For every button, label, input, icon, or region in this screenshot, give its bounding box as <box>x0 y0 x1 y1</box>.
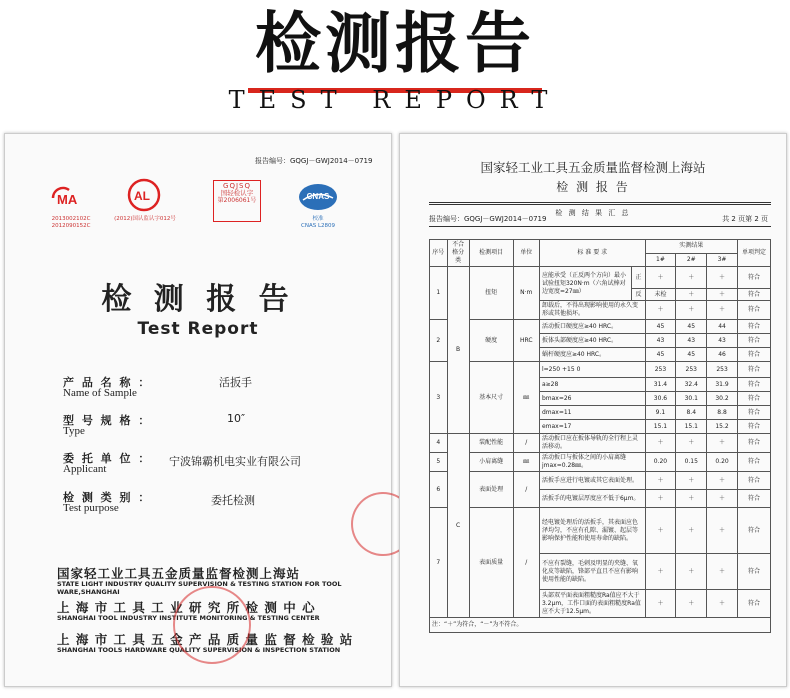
field-label: 检 测 类 别 ： <box>63 491 152 504</box>
result-cell: 43 <box>707 334 738 348</box>
table-cell-j: 符合 <box>737 348 770 362</box>
table-cell-req: 经电镀处理后的活扳手，其表面应色泽均匀，不应有孔隙、漏镀、起层等影响保护性能和使用寿命的缺陷。 <box>539 508 645 554</box>
page-info: 共 2 页第 2 页 <box>722 215 768 223</box>
table-cell-j: 符合 <box>737 508 770 554</box>
cma-icon <box>49 184 89 212</box>
result-cell: ＋ <box>707 554 738 590</box>
table-row <box>430 434 771 453</box>
field-label: 产 品 名 称 ： <box>63 376 152 389</box>
svg-text:MA: MA <box>57 192 78 207</box>
col-header: 单位 <box>513 240 539 267</box>
table-cell-j: 符合 <box>737 392 770 406</box>
table-cell-item: 装配性能 <box>469 434 513 453</box>
table-cell-no: 7 <box>430 508 448 618</box>
divider <box>429 226 771 227</box>
svg-text:AL: AL <box>134 189 150 203</box>
cnas-icon <box>297 182 339 212</box>
table-cell-req: 蜗杆硬度应≥40 HRC。 <box>539 348 645 362</box>
table-cell-req: 活动扳口应在扳体导轨的全行程上灵活移动。 <box>539 434 645 453</box>
result-cell: ＋ <box>707 267 738 289</box>
table-cell-j: 符合 <box>737 472 770 490</box>
table-row <box>430 267 771 289</box>
result-cell: 46 <box>707 348 738 362</box>
result-cell: ＋ <box>645 554 676 590</box>
result-cell: ＋ <box>676 434 707 453</box>
result-cell: 45 <box>645 348 676 362</box>
col-header: 单项判定 <box>737 240 770 267</box>
result-cell: ＋ <box>676 301 707 320</box>
result-cell: ＋ <box>676 267 707 289</box>
table-cell-req: 活扳手应进行电镀或其它表面处理。 <box>539 472 645 490</box>
table-cell-j: 符合 <box>737 320 770 334</box>
field-label-en: Applicant <box>63 463 107 475</box>
result-cell: 31.4 <box>645 378 676 392</box>
result-cell: 253 <box>645 362 676 378</box>
cover-title: 检 测 报 告 <box>101 282 295 317</box>
result-cell: ＋ <box>707 490 738 508</box>
institution-name-en: STATE LIGHT INDUSTRY QUALITY SUPERVISION & TESTING STATION FOR TOOL WARE,SHANGHAI <box>57 580 342 596</box>
cal-icon <box>127 178 161 212</box>
report-number: 报告编号：GQGJ－GWJ2014－0719 <box>429 215 547 223</box>
result-cell: 44 <box>707 320 738 334</box>
table-cell-req: l=250 +15 0 <box>539 362 645 378</box>
result-cell: ＋ <box>645 301 676 320</box>
table-cell-j: 符合 <box>737 362 770 378</box>
table-cell-req: 应能承受（正反两个方向）最小试验扭矩320N·m（六角试棒对边宽度=27㎜） <box>539 267 631 301</box>
result-cell: 30.1 <box>676 392 707 406</box>
institution-name: 国家轻工业工具五金质量监督检测上海站 <box>57 566 301 581</box>
results-table <box>429 239 771 633</box>
divider <box>429 204 771 205</box>
result-cell: 32.4 <box>676 378 707 392</box>
table-row <box>430 362 771 378</box>
field-label-en: Test purpose <box>63 502 119 514</box>
col-header: 1# <box>645 253 676 267</box>
institution-name: 上 海 市 工 具 五 金 产 品 质 量 监 督 检 验 站 <box>57 632 354 647</box>
result-cell: ＋ <box>645 508 676 554</box>
table-cell-j: 符合 <box>737 490 770 508</box>
report-results-page <box>399 133 787 687</box>
field-value: 10″ <box>227 412 246 425</box>
table-row <box>430 320 771 334</box>
result-cell: 0.20 <box>645 453 676 472</box>
field-label: 委 托 单 位 ： <box>63 452 152 465</box>
field-label: 型 号 规 格 ： <box>63 414 152 427</box>
table-cell-item: 硬度 <box>469 320 513 362</box>
institution-name-en: SHANGHAI TOOLS HARDWARE QUALITY SUPERVISION & INSPECTION STATION <box>57 646 341 654</box>
table-cell-unit: HRC <box>513 320 539 362</box>
table-cell-unit: / <box>513 434 539 453</box>
table-cell-item: 小肩离缝 <box>469 453 513 472</box>
col-header: 检测项目 <box>469 240 513 267</box>
table-cell-unit: N·m <box>513 267 539 320</box>
col-header: 2# <box>676 253 707 267</box>
col-header: 序号 <box>430 240 448 267</box>
table-cell-j: 符合 <box>737 434 770 453</box>
table-cell-j: 符合 <box>737 406 770 420</box>
table-cell-no: 6 <box>430 472 448 508</box>
table-cell-no: 5 <box>430 453 448 472</box>
result-cell: ＋ <box>676 554 707 590</box>
table-cell-no: 1 <box>430 267 448 320</box>
cal-caption: (2012)国认监认字012号 <box>114 216 176 222</box>
result-cell: 8.4 <box>676 406 707 420</box>
cnas-caption: 校准 CNAS L2809 <box>300 216 336 229</box>
result-cell: ＋ <box>676 508 707 554</box>
table-cell-unit: / <box>513 472 539 508</box>
table-cell-item: 扭矩 <box>469 267 513 320</box>
result-cell: 31.9 <box>707 378 738 392</box>
result-cell: ＋ <box>707 590 738 618</box>
table-cell-j: 符合 <box>737 554 770 590</box>
table-cell-j: 符合 <box>737 267 770 289</box>
result-cell: ＋ <box>707 508 738 554</box>
result-cell: ＋ <box>645 490 676 508</box>
table-cell-req: 扳体头部硬度应≥40 HRC。 <box>539 334 645 348</box>
table-cell-j: 符合 <box>737 420 770 434</box>
table-row <box>430 453 771 472</box>
table-title: 检 测 结 果 汇 总 <box>555 209 631 217</box>
report-cover-page <box>4 133 392 687</box>
result-cell: ＋ <box>645 590 676 618</box>
table-cell-req: dmax=11 <box>539 406 645 420</box>
table-cell-req: bmax=26 <box>539 392 645 406</box>
table-cell-dir: 反 <box>632 289 645 301</box>
table-cell-item: 表面质量 <box>469 508 513 618</box>
table-cell-cls: B <box>447 267 469 434</box>
doc-title: 检 测 报 告 <box>556 180 630 194</box>
result-cell: 15.1 <box>676 420 707 434</box>
table-cell-req: emax=17 <box>539 420 645 434</box>
result-cell: ＋ <box>676 289 707 301</box>
table-row <box>430 472 771 490</box>
result-cell: 15.1 <box>645 420 676 434</box>
page-subtitle: TEST REPORT <box>228 86 562 114</box>
gqjsq-icon: GQJSQ 国轻检认字 第2006061号 <box>213 180 261 222</box>
station-name: 国家轻工业工具五金质量监督检测上海站 <box>480 160 706 175</box>
table-cell-unit: ㎜ <box>513 453 539 472</box>
table-cell-j: 符合 <box>737 334 770 348</box>
field-label-en: Name of Sample <box>63 387 137 399</box>
field-value: 委托检测 <box>211 494 255 507</box>
result-cell: 0.15 <box>676 453 707 472</box>
table-cell-req: 活动扳口与扳体之间的小肩离缝jmax=0.28㎜。 <box>539 453 645 472</box>
result-cell: ＋ <box>676 472 707 490</box>
cma-caption: 2013002102C 2012090152C <box>51 216 91 229</box>
result-cell: 45 <box>676 348 707 362</box>
col-header: 实测结果 <box>645 240 737 254</box>
result-cell: ＋ <box>707 434 738 453</box>
result-cell: 253 <box>707 362 738 378</box>
field-value: 活扳手 <box>219 376 252 389</box>
result-cell: 45 <box>676 320 707 334</box>
table-cell-unit: / <box>513 508 539 618</box>
report-number: 报告编号：GQGJ－GWJ2014－0719 <box>255 157 373 165</box>
field-value: 宁波锦霸机电实业有限公司 <box>169 455 301 468</box>
result-cell: 30.6 <box>645 392 676 406</box>
result-cell: 30.2 <box>707 392 738 406</box>
result-cell: ＋ <box>707 301 738 320</box>
result-cell: 9.1 <box>645 406 676 420</box>
table-cell-no: 2 <box>430 320 448 362</box>
svg-text:CNAS: CNAS <box>306 192 330 201</box>
result-cell: ＋ <box>707 289 738 301</box>
table-cell-req: 不应有裂缝，毛刺及明显的夹缝、氧化皮等缺陷，锋部平直且不应有影响使用性能的缺陷。 <box>539 554 645 590</box>
col-header: 不合格分类 <box>447 240 469 267</box>
result-cell: ＋ <box>645 434 676 453</box>
result-cell: ＋ <box>645 472 676 490</box>
institution-name: 上 海 市 工 具 工 业 研 究 所 检 测 中 心 <box>57 600 316 615</box>
result-cell: ＋ <box>645 267 676 289</box>
table-cell-no: 3 <box>430 362 448 434</box>
table-cell-j: 符合 <box>737 590 770 618</box>
result-cell: 43 <box>645 334 676 348</box>
table-cell-j: 符合 <box>737 301 770 320</box>
result-cell: 15.2 <box>707 420 738 434</box>
result-cell: 未检 <box>645 289 676 301</box>
table-cell-j: 符合 <box>737 289 770 301</box>
table-cell-req: 活动扳口硬度应≥40 HRC。 <box>539 320 645 334</box>
page-title: 检测报告 <box>255 5 535 82</box>
table-cell-no: 4 <box>430 434 448 453</box>
result-cell: 45 <box>645 320 676 334</box>
field-label-en: Type <box>63 425 85 437</box>
divider <box>429 202 771 203</box>
table-cell-j: 符合 <box>737 378 770 392</box>
table-row <box>430 508 771 554</box>
table-cell-unit: ㎜ <box>513 362 539 434</box>
table-cell-item: 表面处理 <box>469 472 513 508</box>
result-cell: 0.20 <box>707 453 738 472</box>
result-cell: 43 <box>676 334 707 348</box>
table-cell-req: 头部双平面表面粗糙度Ra值应不大于3.2μm，工作口面的表面粗糙度Ra值应不大于12.5μm。 <box>539 590 645 618</box>
table-cell-dir: 正 <box>632 267 645 289</box>
table-header-row <box>430 240 771 254</box>
result-cell: 8.8 <box>707 406 738 420</box>
cover-title-en: Test Report <box>137 319 259 339</box>
col-header: 3# <box>707 253 738 267</box>
table-cell-j: 符合 <box>737 453 770 472</box>
table-cell-req: 活扳手的电镀层厚度应不低于6μm。 <box>539 490 645 508</box>
table-cell-item: 基本尺寸 <box>469 362 513 434</box>
result-cell: ＋ <box>676 490 707 508</box>
result-cell: ＋ <box>676 590 707 618</box>
result-cell: 253 <box>676 362 707 378</box>
table-cell-cls: C <box>447 434 469 618</box>
institution-name-en: SHANGHAI TOOL INDUSTRY INSTITUTE MONITORING & TESTING CENTER <box>57 614 320 622</box>
col-header: 标 准 要 求 <box>539 240 645 267</box>
table-cell-req: a≥28 <box>539 378 645 392</box>
table-cell-req: 卸载后，不得出现影响使用的永久变形或其他损坏。 <box>539 301 645 320</box>
result-cell: ＋ <box>707 472 738 490</box>
table-note: 注：“＋”为符合，“－”为不符合。 <box>430 618 771 633</box>
red-seal-icon <box>173 586 251 664</box>
